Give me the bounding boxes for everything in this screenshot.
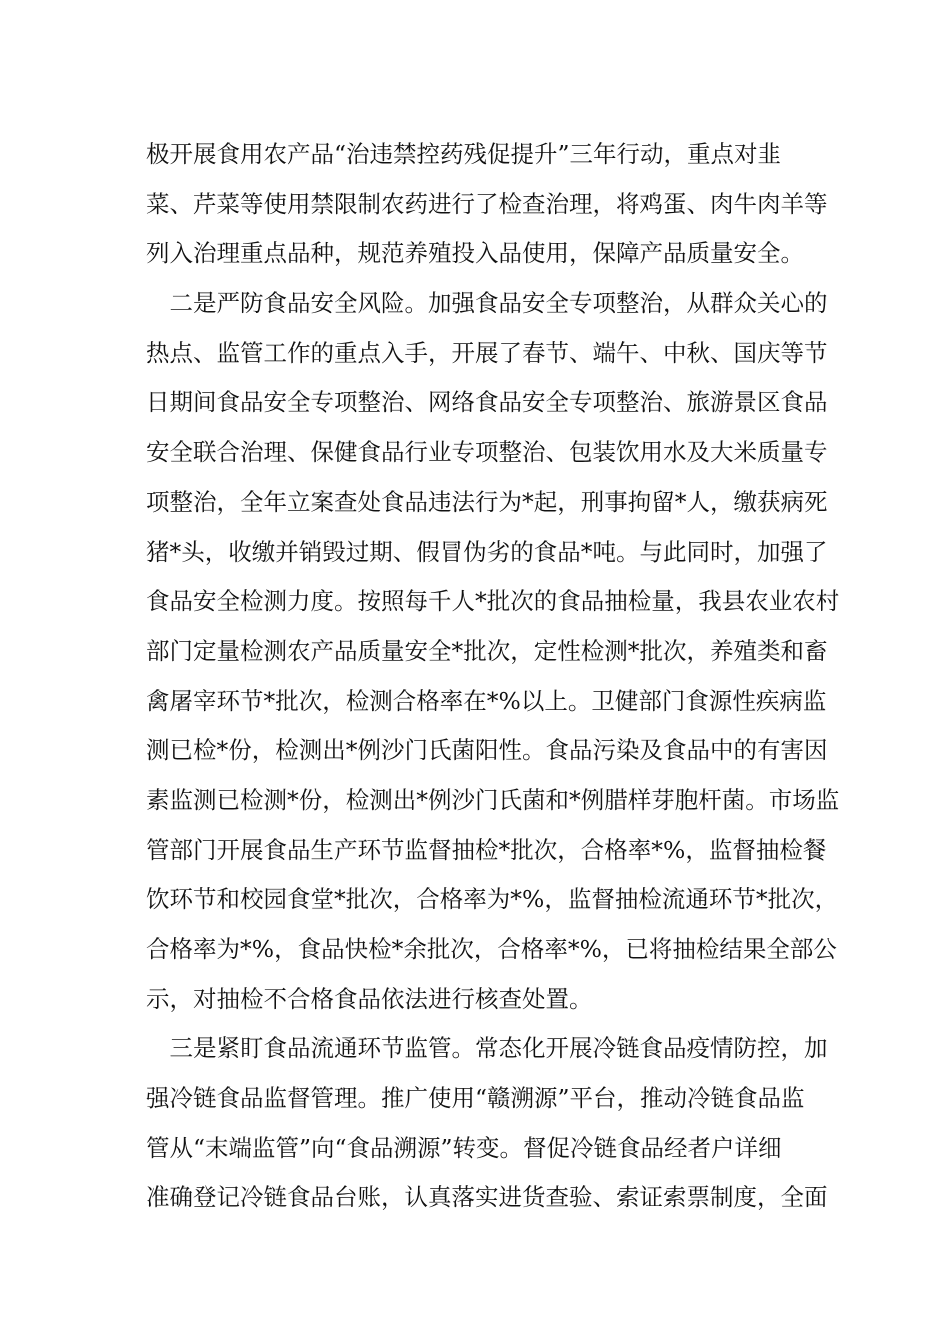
text-line: 安全联合治理、保健食品行业专项整治、包装饮用水及大米质量专: [146, 438, 828, 467]
text-line: 管从“末端监管”向“食品溯源”转变。督促冷链食品经者户详细: [146, 1133, 782, 1162]
text-line: 素监测已检测*份，检测出*例沙门氏菌和*例腊样芽胞杆菌。市场监: [146, 785, 840, 814]
text-line: 热点、监管工作的重点入手，开展了春节、端午、中秋、国庆等节: [146, 338, 828, 367]
paragraph-food-safety-risk: [146, 279, 840, 1024]
text-line: 部门定量检测农产品质量安全*批次，定性检测*批次，养殖类和畜: [146, 636, 828, 665]
text-line: 食品安全检测力度。按照每千人*批次的食品抽检量，我县农业农村: [146, 587, 840, 616]
text-line: 管部门开展食品生产环节监督抽检*批次，合格率*%，监督抽检餐: [146, 835, 827, 864]
text-line: 强冷链食品监督管理。推广使用“赣溯源”平台，推动冷链食品监: [146, 1084, 805, 1113]
paragraph-continuation: [146, 130, 828, 279]
text-line: 二是严防食品安全风险。加强食品安全专项整治，从群众关心的: [146, 289, 828, 318]
text-line: 准确登记冷链食品台账，认真落实进货查验、索证索票制度，全面: [146, 1183, 828, 1212]
text-line: 极开展食用农产品“治违禁控药残促提升”三年行动，重点对韭: [146, 140, 782, 168]
text-line: 菜、芹菜等使用禁限制农药进行了检查治理，将鸡蛋、肉牛肉羊等: [146, 189, 828, 218]
text-line: 猪*头，收缴并销毁过期、假冒伪劣的食品*吨。与此同时，加强了: [146, 537, 828, 566]
text-line: 示，对抽检不合格食品依法进行核查处置。: [146, 984, 593, 1013]
text-line: 测已检*份，检测出*例沙门氏菌阳性。食品污染及食品中的有害因: [146, 736, 828, 765]
text-line: 列入治理重点品种，规范养殖投入品使用，保障产品质量安全。: [146, 239, 804, 268]
text-line: 饮环节和校园食堂*批次，合格率为*%，监督抽检流通环节*批次，: [146, 885, 839, 914]
text-line: 三是紧盯食品流通环节监管。常态化开展冷链食品疫情防控，加: [146, 1034, 828, 1063]
paragraph-circulation-supervision: [146, 1024, 828, 1223]
text-line: 项整治，全年立案查处食品违法行为*起，刑事拘留*人，缴获病死: [146, 487, 828, 516]
body-text: [146, 130, 840, 1223]
text-line: 日期间食品安全专项整治、网络食品安全专项整治、旅游景区食品: [146, 388, 828, 417]
text-line: 禽屠宰环节*批次，检测合格率在*%以上。卫健部门食源性疾病监: [146, 686, 827, 715]
text-line: 合格率为*%，食品快检*余批次，合格率*%，已将抽检结果全部公: [146, 935, 837, 963]
